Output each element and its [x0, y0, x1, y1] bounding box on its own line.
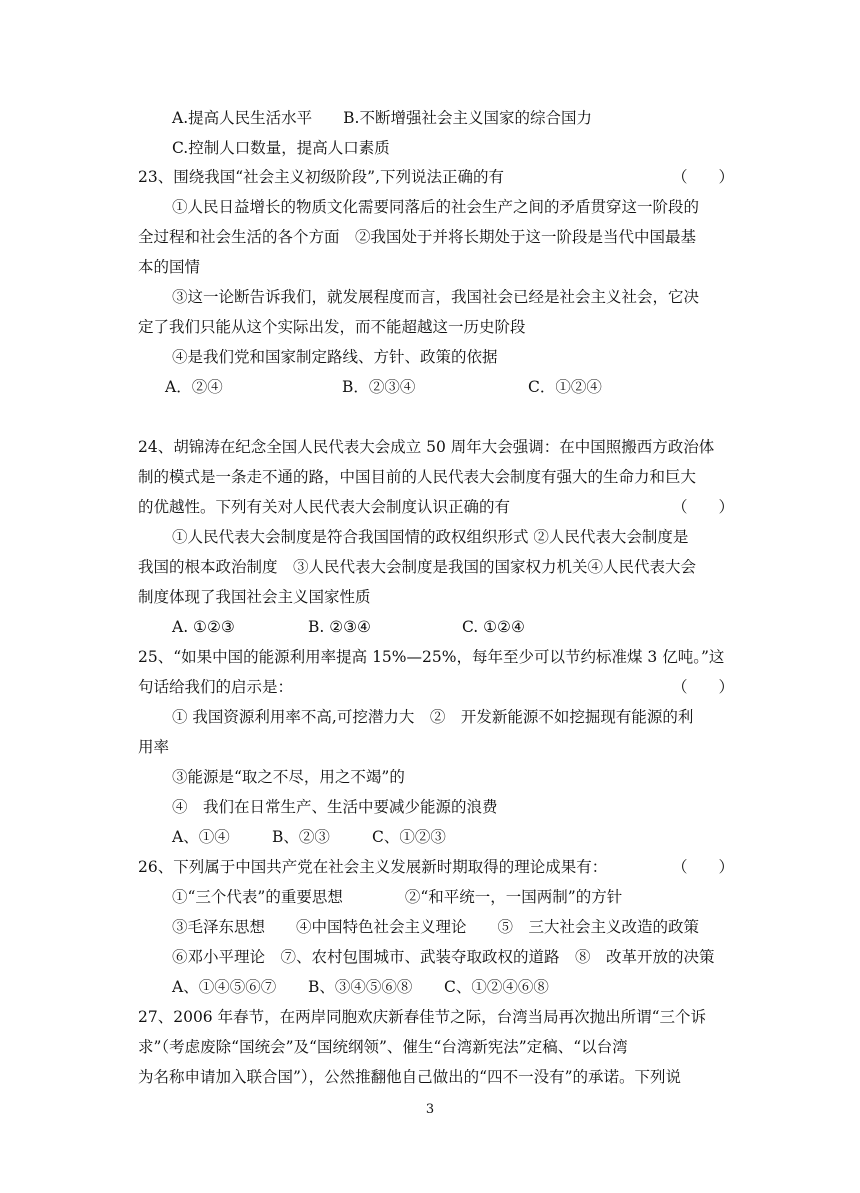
answer-bracket: （ ） [672, 168, 735, 186]
text-line: 23、围绕我国“社会主义初级阶段”,下列说法正确的有 [138, 168, 504, 186]
text-line: ①人民日益增长的物质文化需要同落后的社会生产之间的矛盾贯穿这一阶段的 [172, 198, 700, 216]
text-line: ①“三个代表”的重要思想 ②“和平统一，一国两制”的方针 [172, 888, 623, 906]
text-line: ①人民代表大会制度是符合我国国情的政权组织形式 ②人民代表大会制度是 [172, 528, 689, 546]
text-line: ① 我国资源利用率不高,可挖潜力大 ② 开发新能源不如挖掘现有能源的利 [172, 708, 694, 726]
text-line: 本的国情 [138, 258, 201, 276]
text-line: ④是我们党和国家制定路线、方针、政策的依据 [172, 348, 498, 366]
answer-option: A、①④⑤⑥⑦ [172, 978, 277, 996]
text-line: 用率 [138, 738, 170, 756]
text-line: 求”（考虑废除“国统会”及“国统纲领”、催生“台湾新宪法”定稿、“以台湾 [138, 1038, 628, 1056]
text-line: A.提高人民生活水平 B.不断增强社会主义国家的综合国力 [172, 109, 592, 127]
text-line: ③毛泽东思想 ④中国特色社会主义理论 ⑤ 三大社会主义改造的政策 [172, 918, 700, 936]
text-line: ③能源是“取之不尽，用之不竭”的 [172, 768, 405, 786]
answer-option: C. ①②④ [462, 618, 525, 636]
answer-option: B．②③④ [342, 378, 416, 396]
text-line: 我国的根本政治制度 ③人民代表大会制度是我国的国家权力机关④人民代表大会 [138, 558, 697, 576]
answer-option: A. ①②③ [172, 618, 235, 636]
text-line: ⑥邓小平理论 ⑦、农村包围城市、武装夺取政权的道路 ⑧ 改革开放的决策 [172, 948, 715, 966]
answer-option: A、①④ [172, 828, 230, 846]
text-line: 24、胡锦涛在纪念全国人民代表大会成立 50 周年大会强调：在中国照搬西方政治体 [138, 438, 715, 456]
text-line: 为名称申请加入联合国”），公然推翻他自己做出的“四不一没有”的承诺。下列说 [138, 1068, 682, 1086]
answer-option: C．①②④ [528, 378, 602, 396]
answer-option: C、①②④⑥⑧ [444, 978, 549, 996]
text-line: 全过程和社会生活的各个方面 ②我国处于并将长期处于这一阶段是当代中国最基 [138, 228, 697, 246]
text-line: ④ 我们在日常生产、生活中要减少能源的浪费 [172, 798, 498, 816]
answer-option: B. ②③④ [308, 618, 371, 636]
text-line: ③这一论断告诉我们，就发展程度而言，我国社会已经是社会主义社会，它决 [172, 288, 700, 306]
text-line: 的优越性。下列有关对人民代表大会制度认识正确的有 [138, 498, 511, 516]
text-line: C.控制人口数量，提高人口素质 [172, 139, 390, 157]
answer-bracket: （ ） [672, 678, 735, 696]
text-line: 26、下列属于中国共产党在社会主义发展新时期取得的理论成果有： [138, 858, 608, 876]
answer-bracket: （ ） [672, 498, 735, 516]
answer-option: B、③④⑤⑥⑧ [308, 978, 413, 996]
text-line: 制的模式是一条走不通的路，中国目前的人民代表大会制度有强大的生命力和巨大 [138, 468, 697, 486]
text-line: 25、“如果中国的能源利用率提高 15%—25%，每年至少可以节约标准煤 3 亿吨。”这 [138, 648, 725, 666]
answer-option: A．②④ [165, 378, 223, 396]
answer-bracket: （ ） [672, 858, 735, 876]
answer-option: B、②③ [272, 828, 330, 846]
page-number: 3 [425, 1102, 435, 1117]
text-line: 制度体现了我国社会主义国家性质 [138, 588, 371, 606]
text-line: 定了我们只能从这个实际出发，而不能超越这一历史阶段 [138, 318, 526, 336]
text-line: 27、2006 年春节，在两岸同胞欢庆新春佳节之际，台湾当局再次抛出所谓“三个诉 [138, 1008, 707, 1026]
text-line: 句话给我们的启示是： [138, 678, 294, 696]
answer-option: C、①②③ [372, 828, 446, 846]
